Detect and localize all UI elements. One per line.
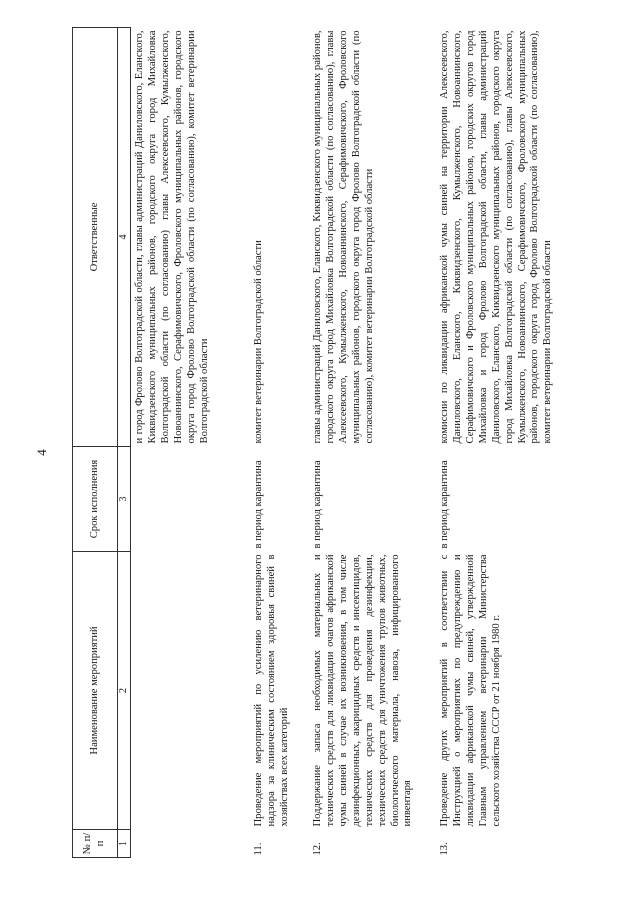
- measures-table: [72, 27, 589, 858]
- row-responsible: комитет ветеринарии Волгоградской области: [253, 240, 264, 444]
- row-number: 13.: [439, 842, 450, 856]
- header-name: Наименование мероприятий: [73, 552, 118, 830]
- table-header-row: [73, 28, 118, 858]
- row-name: Проведение других мероприятий в соответствии с Инструкцией о мероприятиях по предупреждению и ликвидации африканской чумы свиней, утвержденной Главным управлением ветеринарии Министерства сельского хозяйства СССР от 21 ноября 1980 г.: [439, 554, 502, 827]
- row-term: [131, 447, 251, 552]
- row-term: в период карантина: [253, 460, 264, 549]
- header-num: № п/п: [73, 830, 118, 858]
- row-responsible: главы администраций Даниловского, Еланского, Киквидзенского муниципальных районов, городского округа город Михайловка Волгоградской области (по согласованию), главы Алексеевского, Кумылженского, Новоаннинского, Серафимовичского, Фроловского муниципальных районов, городского округа город Фролово Волгоградской области (по согласованию), комитет ветеринарии Волгоградской области: [312, 30, 375, 444]
- row-responsible: комиссии по ликвидации африканской чумы свиней на территории Алексеевского, Даниловского, Еланского, Киквидзенского, Кумылженского, Новоаннинского, Серафимовичского и Фроловского муниципальных районов, городских округов город Михайловка и город Фролово Волгоградской области, главы администраций Даниловского, Еланского, Киквидзенского муниципальных районов, городского округа город Михайловка Волгоградской области (по согласованию), главы Алексеевского, Кумылженского, Новоаннинского, Серафимовичского, Фроловского муниципальных районов, городского округа город Фролово Волгоградской области (по согласованию), комитет ветеринарии Волгоградской области: [439, 30, 554, 444]
- column-number: 3: [118, 447, 131, 552]
- page-number: 4: [33, 449, 49, 456]
- table-row: [250, 28, 309, 858]
- table-row: [436, 28, 589, 858]
- row-name: Поддержание запаса необходимых материальных и технических средств для ликвидации очагов африканской чумы свиней в случае их возникновения, в том числе дезинфекционных, акарицидных средств и инсектицидов, технических средств для проведения дезинфекции, технических средств для уничтожения трупов животных, биологического материала, навоза, инфицированного инвентаря: [312, 554, 414, 827]
- table-row: [309, 28, 436, 858]
- row-number: 11.: [253, 842, 264, 856]
- row-number: [131, 830, 251, 858]
- column-number: 1: [118, 830, 131, 858]
- row-number: 12.: [312, 842, 323, 856]
- header-term: Срок исполнения: [73, 447, 118, 552]
- rotated-table-container: [72, 28, 620, 858]
- column-number: 4: [118, 28, 131, 447]
- table-row: [131, 28, 251, 858]
- column-numbers-row: [118, 28, 131, 858]
- row-responsible: и город Фролово Волгоградской области, главы администраций Даниловского, Еланского, Киквидзенского муниципальных районов, городского округа город Михайловка Волгоградской области (по согласованию) главы Алексеевского, Кумылженского, Новоаннинского, Серафимовичского, Фроловского муниципальных районов, городского округа город Фролово Волгоградской области (по согласованию), комитет ветеринарии Волгоградской области: [134, 30, 210, 444]
- row-name: Проведение мероприятий по усилению ветеринарного надзора за клиническим состоянием здоровья свиней в хозяйствах всех категорий: [253, 554, 290, 827]
- header-responsible: Ответственные: [73, 28, 118, 447]
- row-term: в период карантина: [439, 460, 450, 549]
- row-name: [131, 552, 251, 830]
- row-term: в период карантина: [312, 460, 323, 549]
- column-number: 2: [118, 552, 131, 830]
